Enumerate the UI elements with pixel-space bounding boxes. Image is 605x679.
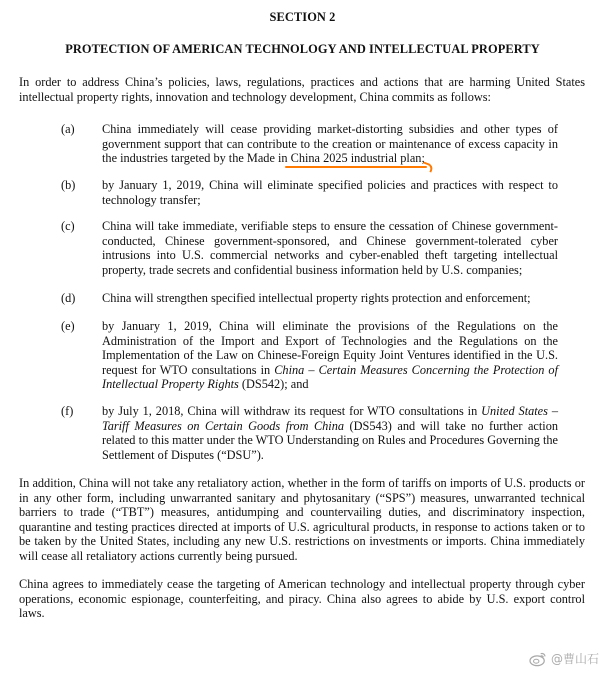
highlight-after-text: ; [421,151,425,166]
item-text [102,122,558,166]
item-letter: (c) [61,219,75,233]
item-text-before: by July 1, 2018, China will withdraw its request for WTO consultations in [102,404,482,418]
item-text: China will take immediate, verifiable steps to ensure the cessation of Chinese government-conducted, Chinese government-sponsored, and Chinese government-tolerated cyber intrusions into U.S. commercial networks and cyber-enabled theft targeting intellectual property, trade secrets and confidential business information held by U.S. companies; [102,219,558,277]
item-text-after: (DS543) and will take no further action related to this matter under the WTO Understanding on Rules and Procedures Governing the Settlement of Disputes (“DSU”). [102,418,558,462]
watermark-text: @曹山石 [550,652,599,666]
item-text: China will strengthen specified intellectual property rights protection and enforcement; [102,291,531,305]
highlighted-phrase [291,151,425,165]
item-text-before: by January 1, 2019, China will eliminate the provisions of the Regulations on the Administration of the Import and Export of Technologies and the Regulations on the Implementation of the Law on Chinese-Foreign Equity Joint Ventures identified in the U.S. request for WTO consultations in [102,319,558,377]
item-text [102,404,558,462]
underline-hook-mark [421,162,434,173]
case-title-italic: China – Certain Measures Concerning the Protection of Intellectual Property Rights [102,362,558,392]
item-letter: (e) [61,319,75,333]
item-letter: (b) [61,178,76,192]
retaliatory-paragraph: In addition, China will not take any retaliatory action, whether in the form of tariffs on imports of U.S. products or in any other form, including unwarranted sanitary and phytosanitary (“SPS”) measures, unwarranted technical barriers to trade (“TBT”) measures, antidumping and countervailing duties, and discriminatory inspection, quarantine and testing practices directed at imports of U.S. agricultural products, in response to actions taken or to be taken by the United States, including any new U.S. restrictions on investments or imports. China immediately will cease all retaliatory actions currently being pursued. [19,476,585,563]
highlight-text: China 2025 industrial plan [290,151,422,166]
section-heading: PROTECTION OF AMERICAN TECHNOLOGY AND INTELLECTUAL PROPERTY [65,42,540,56]
case-title-italic: United States – Tariff Measures on Certain Goods from China [102,404,558,433]
item-letter: (d) [61,291,76,305]
item-text-after: (DS542); and [238,377,309,392]
weibo-watermark [529,650,599,667]
item-letter: (a) [61,122,75,136]
item-text [102,319,558,392]
cyber-paragraph: China agrees to immediately cease the targeting of American technology and intellectual property through cyber operations, economic espionage, counterfeiting, and piracy. China also agrees to abide by U.S. export control laws. [19,577,585,621]
item-text: by January 1, 2019, China will eliminate specified policies and practices with respect to technology transfer; [102,178,558,207]
section-title: SECTION 2 [269,10,336,24]
item-text-before: China immediately will cease providing market-distorting subsidies and other types of government support that can contribute to the creation or maintenance of excess capacity in the industries targeted by the Made in [102,122,558,166]
item-letter: (f) [61,404,74,418]
weibo-logo-icon [529,651,547,667]
intro-paragraph: In order to address China’s policies, laws, regulations, practices and actions that are harming United States intellectual property rights, innovation and technology development, China commits as follows: [19,75,585,104]
